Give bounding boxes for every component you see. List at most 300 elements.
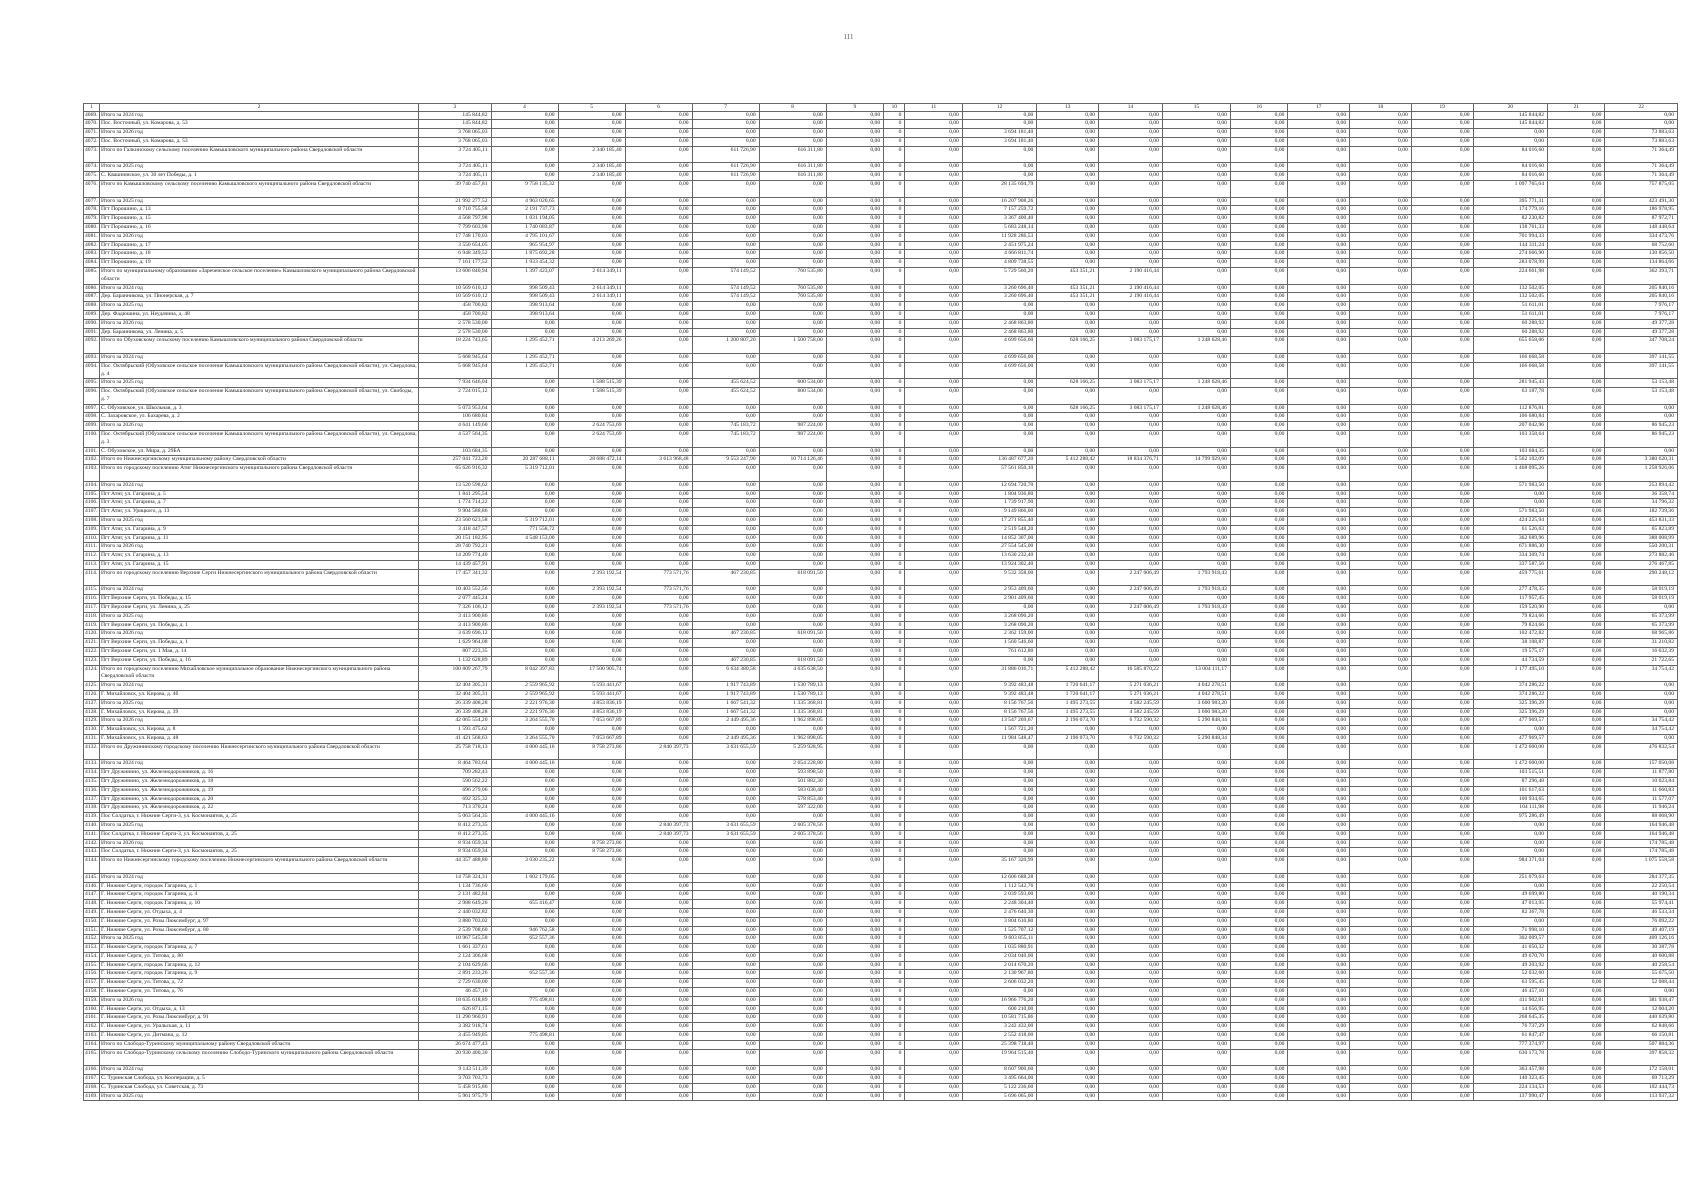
amount-cell: 0,00 [1350,1092,1412,1101]
amount-cell: 0,00 [826,1005,883,1014]
amount-cell: 42 065 554,20 [419,717,491,726]
address-cell: Г. Нижние Серги, ул. Титова, д. 76 [99,988,418,997]
amount-cell: 453 351,21 [1037,267,1099,284]
amount-cell: 0,00 [625,534,692,543]
amount-cell: 0,00 [1099,996,1163,1005]
amount-cell: 0,00 [1548,197,1605,206]
amount-cell: 2 196 073,70 [1037,734,1099,743]
amount-cell: 0,00 [1099,726,1163,735]
table-row [84,1083,1678,1092]
amount-cell: 4 809 738,55 [962,259,1036,268]
amount-cell: 13 004 111,17 [1162,665,1230,682]
amount-cell: 0,00 [558,900,625,909]
amount-cell: 453 351,21 [1037,293,1099,302]
amount-cell: 0,00 [1350,404,1412,413]
amount-cell: 0,00 [625,882,692,891]
amount-cell: 0,00 [1411,362,1473,379]
amount-cell: 0,00 [1548,908,1605,917]
amount-cell: 0,00 [1230,267,1287,284]
amount-cell: 0,00 [1037,944,1099,953]
amount-cell: 61 847,47 [1473,1032,1547,1041]
address-cell: Пгт Атиг, ул. Гагарина, д. 9 [99,525,418,534]
amount-cell: 0,00 [1288,1005,1350,1014]
amount-cell: 0,00 [962,848,1036,857]
amount-cell: 0,00 [1288,481,1350,490]
amount-cell: 628 166,25 [1037,404,1099,413]
amount-cell: 0,00 [1037,979,1099,988]
amount-cell: 47 013,95 [1473,900,1547,909]
amount-cell: 0,00 [1548,517,1605,526]
amount-cell: 1 560 546,60 [962,639,1036,648]
amount-cell: 0,00 [1162,120,1230,129]
amount-cell: 0,00 [1037,804,1099,813]
amount-cell: 0,00 [1099,328,1163,337]
amount-cell: 0,00 [1037,517,1099,526]
amount-cell: 0,00 [1037,447,1099,456]
amount-cell: 0,00 [1099,232,1163,241]
amount-cell: 0,00 [625,839,692,848]
amount-cell: 0,00 [759,310,826,319]
amount-cell: 0,00 [1230,595,1287,604]
amount-cell: 0,00 [1230,639,1287,648]
amount-cell: 0,00 [625,961,692,970]
table-row [84,456,1678,465]
amount-cell: 0,00 [905,656,962,665]
amount-cell: 0,00 [1162,873,1230,882]
table-row [84,769,1678,778]
amount-cell: 0,00 [692,1049,759,1066]
amount-cell: 0,00 [1288,1040,1350,1049]
amount-cell: 113 937,32 [1605,1092,1678,1101]
amount-cell: 0,00 [1411,813,1473,822]
amount-cell: 0,00 [625,302,692,311]
address-cell: Г. Михайловск, ул. Кирова, д. 48 [99,734,418,743]
amount-cell: 0,00 [491,648,558,657]
amount-cell: 34 754,42 [1605,726,1678,735]
amount-cell: 0,00 [558,517,625,526]
amount-cell: 0,00 [1288,206,1350,215]
amount-cell: 395 771,31 [1473,197,1547,206]
amount-cell: 0,00 [1411,232,1473,241]
amount-cell: 0 [884,1005,905,1014]
amount-cell: 84 016,60 [1473,146,1547,163]
amount-cell: 0,00 [1411,431,1473,448]
amount-cell: 0,00 [1099,499,1163,508]
amount-cell: 2 901 409,60 [962,595,1036,604]
amount-cell: 0,00 [1548,223,1605,232]
amount-cell: 0,00 [1605,682,1678,691]
amount-cell: 0,00 [558,404,625,413]
amount-cell: 2 891 233,26 [419,970,491,979]
amount-cell: 0,00 [759,215,826,224]
amount-cell: 0,00 [1288,241,1350,250]
amount-cell: 0,00 [625,481,692,490]
amount-cell: 0,00 [625,917,692,926]
amount-cell: 0,00 [1411,1005,1473,1014]
amount-cell: 0 [884,422,905,431]
amount-cell: 0,00 [1605,120,1678,129]
amount-cell: 0,00 [1411,284,1473,293]
address-cell: Итого по городскому поселению Михайловское муниципальное образование Нижнесергинского муниципального района Свердловской области [99,665,418,682]
amount-cell: 145 844,82 [1473,111,1547,120]
amount-cell: 0,00 [1037,961,1099,970]
amount-cell: 0,00 [1288,630,1350,639]
amount-cell: 0,00 [759,882,826,891]
amount-cell: 0,00 [692,180,759,197]
amount-cell: 0,00 [558,726,625,735]
amount-cell: 0,00 [558,481,625,490]
amount-cell: 100 809 267,79 [419,665,491,682]
amount-cell: 0,00 [1288,197,1350,206]
row-number-cell: 4092. [84,337,100,354]
amount-cell: 0,00 [905,337,962,354]
amount-cell: 253 894,42 [1605,481,1678,490]
address-cell: Итого за 2025 год [99,379,418,388]
amount-cell: 22 250,54 [1605,882,1678,891]
amount-cell: 0 [884,682,905,691]
amount-cell: 8 934 059,34 [419,848,491,857]
amount-cell: 157 050,08 [1605,760,1678,769]
amount-cell: 4 666 811,74 [962,250,1036,259]
amount-cell: 0,00 [1350,422,1412,431]
amount-cell: 0,00 [826,353,883,362]
amount-cell: 0 [884,630,905,639]
amount-cell: 0,00 [905,682,962,691]
address-cell: Г. Нижние Серги, ул. Дитмана, д. 12 [99,1032,418,1041]
amount-cell: 5 961 975,79 [419,1092,491,1101]
amount-cell: 0,00 [1162,795,1230,804]
amount-cell: 0,00 [1162,259,1230,268]
amount-cell: 39 740 457,81 [419,180,491,197]
address-cell: Пос. Восточный, ул. Комарова, д. 53 [99,120,418,129]
amount-cell: 5 290 848,34 [1162,734,1230,743]
amount-cell: 0,00 [1288,499,1350,508]
table-row [84,639,1678,648]
address-cell: Итого за 2024 год [99,682,418,691]
amount-cell: 0,00 [1548,146,1605,163]
amount-cell: 0,00 [1162,839,1230,848]
amount-cell: 2 104 629,66 [419,961,491,970]
amount-cell: 0,00 [558,1075,625,1084]
amount-cell: 0,00 [1350,699,1412,708]
amount-cell: 0,00 [905,232,962,241]
amount-cell: 1 177 495,10 [1473,665,1547,682]
row-number-cell: 4118. [84,612,100,621]
amount-cell: 2 190 416,44 [1099,267,1163,284]
amount-cell: 0,00 [1288,111,1350,120]
row-number-cell: 4085. [84,267,100,284]
amount-cell: 0,00 [1350,988,1412,997]
amount-cell: 2 606 032,20 [962,979,1036,988]
amount-cell: 0,00 [625,848,692,857]
amount-cell: 0 [884,490,905,499]
amount-cell: 205 840,16 [1605,284,1678,293]
amount-cell: 0,00 [1350,726,1412,735]
amount-cell: 0,00 [625,1083,692,1092]
amount-cell: 0,00 [1288,821,1350,830]
amount-cell: 0,00 [491,621,558,630]
amount-cell: 0,00 [625,206,692,215]
amount-cell: 9 553 247,90 [692,456,759,465]
amount-cell: 5 683 248,14 [962,223,1036,232]
amount-cell: 0,00 [1411,1023,1473,1032]
amount-cell: 0,00 [1099,1032,1163,1041]
amount-cell: 0,00 [1230,821,1287,830]
amount-cell: 0,00 [1548,891,1605,900]
amount-cell: 0,00 [1099,970,1163,979]
amount-cell: 5 122 236,60 [962,1083,1036,1092]
amount-cell: 0,00 [1162,146,1230,163]
address-cell: Дер. Баранникова, ул. Пионерская, д. 7 [99,293,418,302]
amount-cell: 0,00 [826,362,883,379]
amount-cell: 284 377,35 [1605,873,1678,882]
amount-cell: 1 132 628,89 [419,656,491,665]
amount-cell: 65 373,99 [1605,612,1678,621]
amount-cell: 1 112 542,76 [962,882,1036,891]
amount-cell: 0,00 [1548,569,1605,586]
amount-cell: 0,00 [1411,988,1473,997]
amount-cell: 0,00 [1350,935,1412,944]
amount-cell: 0,00 [1350,743,1412,760]
table-row [84,328,1678,337]
amount-cell: 0,00 [491,146,558,163]
table-row [84,111,1678,120]
amount-cell: 0,00 [1099,431,1163,448]
amount-cell: 0,00 [826,857,883,874]
amount-cell: 6 634 380,58 [692,665,759,682]
amount-cell: 0,00 [759,543,826,552]
amount-cell: 1 739 917,90 [962,499,1036,508]
row-number-cell: 4137. [84,795,100,804]
amount-cell: 0,00 [1548,917,1605,926]
amount-cell: 0,00 [1548,830,1605,839]
amount-cell: 467 230,85 [692,656,759,665]
amount-cell: 0,00 [1288,215,1350,224]
amount-cell: 611 726,90 [692,146,759,163]
amount-cell: 0,00 [1548,1083,1605,1092]
amount-cell: 0,00 [1605,708,1678,717]
amount-cell: 0,00 [905,708,962,717]
amount-cell: 0,00 [1162,612,1230,621]
row-number-cell: 4147. [84,891,100,900]
amount-cell: 0,00 [759,970,826,979]
amount-cell: 140 323,45 [1473,1075,1547,1084]
amount-cell: 0,00 [558,777,625,786]
amount-cell: 0,00 [1548,621,1605,630]
amount-cell: 0,00 [558,111,625,120]
amount-cell: 745 183,72 [692,422,759,431]
amount-cell: 1 472 600,00 [1473,760,1547,769]
amount-cell: 0,00 [558,917,625,926]
amount-cell: 4 042 278,51 [1162,682,1230,691]
table-row [84,917,1678,926]
table-row [84,900,1678,909]
amount-cell: 2 559 965,92 [491,682,558,691]
amount-cell: 58 019,19 [1605,595,1678,604]
amount-cell: 0,00 [1350,508,1412,517]
amount-cell: 0,00 [826,734,883,743]
amount-cell: 1 134 736,60 [419,882,491,891]
row-number-cell: 4109. [84,525,100,534]
amount-cell: 0,00 [1411,404,1473,413]
address-cell: Итого по Обуховскому сельскому поселению Камышловского муниципального района Свердловской области [99,337,418,354]
amount-cell: 0,00 [692,917,759,926]
table-row [84,197,1678,206]
amount-cell: 0,00 [1162,900,1230,909]
amount-cell: 6 732 590,32 [1099,734,1163,743]
amount-cell: 0,00 [905,699,962,708]
amount-cell: 0,00 [1411,900,1473,909]
amount-cell: 0,00 [692,232,759,241]
amount-cell: 0,00 [759,1040,826,1049]
amount-cell: 3 631 655,59 [692,821,759,830]
amount-cell: 0,00 [1230,795,1287,804]
amount-cell: 0,00 [1230,760,1287,769]
amount-cell: 0,00 [625,708,692,717]
amount-cell: 0,00 [1288,621,1350,630]
amount-cell: 0,00 [692,499,759,508]
amount-cell: 0,00 [625,1049,692,1066]
amount-cell: 0 [884,517,905,526]
amount-cell: 41 421 568,63 [419,734,491,743]
amount-cell: 2 840 397,73 [625,743,692,760]
amount-cell: 0,00 [759,259,826,268]
amount-cell: 0,00 [1411,1092,1473,1101]
table-row [84,760,1678,769]
amount-cell: 0 [884,882,905,891]
amount-cell: 0,00 [491,1075,558,1084]
address-cell: Пгт Порошино, д. 18 [99,250,418,259]
amount-cell: 0 [884,129,905,138]
amount-cell: 2 034 040,00 [962,952,1036,961]
table-row [84,944,1678,953]
amount-cell: 0,00 [625,120,692,129]
amount-cell: 0,00 [625,639,692,648]
amount-cell: 51 611,01 [1473,310,1547,319]
amount-cell: 571 983,50 [1473,481,1547,490]
amount-cell: 0 [884,1092,905,1101]
amount-cell: 0,00 [1230,908,1287,917]
amount-cell: 0,00 [759,302,826,311]
amount-cell: 0,00 [491,882,558,891]
amount-cell: 0,00 [826,935,883,944]
amount-cell: 0,00 [1037,630,1099,639]
amount-cell: 1 588 515,39 [558,388,625,405]
amount-cell: 0,00 [625,979,692,988]
amount-cell: 0,00 [1099,180,1163,197]
amount-cell: 0,00 [905,648,962,657]
amount-cell: 0,00 [826,1083,883,1092]
table-row [84,259,1678,268]
amount-cell: 0,00 [759,944,826,953]
address-cell: Г. Михайловск, ул. Кирова, д. 39 [99,708,418,717]
amount-cell: 760 535,80 [759,284,826,293]
amount-cell: 0,00 [1350,379,1412,388]
amount-cell: 0,00 [1288,302,1350,311]
amount-cell: 0,00 [1548,1023,1605,1032]
amount-cell: 0,00 [962,163,1036,172]
amount-cell: 0,00 [905,595,962,604]
amount-cell: 3 083 175,17 [1099,379,1163,388]
amount-cell: 0,00 [491,431,558,448]
amount-cell: 0,00 [558,630,625,639]
amount-cell: 0,00 [1230,988,1287,997]
amount-cell: 7 053 667,89 [558,717,625,726]
amount-cell: 0,00 [759,499,826,508]
amount-cell: 166 668,58 [1473,362,1547,379]
amount-cell: 2 449 495,36 [692,717,759,726]
amount-cell: 0,00 [826,777,883,786]
amount-cell: 2 130 967,80 [962,970,1036,979]
amount-cell: 3 600 983,20 [1162,699,1230,708]
amount-cell: 20 151 182,95 [419,534,491,543]
amount-cell: 0,00 [625,908,692,917]
amount-cell: 3 260 696,40 [962,293,1036,302]
amount-cell: 0,00 [1099,786,1163,795]
row-number-cell: 4131. [84,734,100,743]
amount-cell: 0,00 [1230,215,1287,224]
amount-cell: 0,00 [905,944,962,953]
amount-cell: 0,00 [905,639,962,648]
amount-cell: 0,00 [491,111,558,120]
amount-cell: 4 568 797,98 [419,215,491,224]
amount-cell: 0,00 [826,180,883,197]
amount-cell: 0,00 [759,891,826,900]
amount-cell: 3 550 654,05 [419,241,491,250]
amount-cell: 9 758 135,32 [491,180,558,197]
amount-cell: 0,00 [692,873,759,882]
amount-cell: 0,00 [1350,561,1412,570]
row-number-cell: 4099. [84,422,100,431]
amount-cell: 0,00 [1037,353,1099,362]
amount-cell: 0,00 [491,917,558,926]
amount-cell: 9 149 866,00 [962,508,1036,517]
amount-cell: 0,00 [692,726,759,735]
amount-cell: 0,00 [1288,839,1350,848]
amount-cell: 374 286,22 [1473,690,1547,699]
amount-cell: 334 309,74 [1473,552,1547,561]
amount-cell: 0,00 [1350,917,1412,926]
amount-cell: 0,00 [1162,293,1230,302]
amount-cell: 0 [884,456,905,465]
amount-cell: 1 295 452,71 [491,353,558,362]
amount-cell: 26 674 477,43 [419,1040,491,1049]
amount-cell: 0,00 [1099,621,1163,630]
amount-cell: 0,00 [962,388,1036,405]
amount-cell: 0,00 [1230,310,1287,319]
amount-cell: 84 016,60 [1473,163,1547,172]
amount-cell: 0,00 [1548,648,1605,657]
amount-cell: 0,00 [1099,891,1163,900]
amount-cell: 701 994,33 [1473,232,1547,241]
amount-cell: 0,00 [826,337,883,354]
amount-cell: 0,00 [1288,310,1350,319]
amount-cell: 0,00 [1350,137,1412,146]
amount-cell: 0,00 [625,163,692,172]
amount-cell: 2 988 649,26 [419,900,491,909]
address-cell: Г. Нижние Серги, городок Гагарина, д. 9 [99,970,418,979]
amount-cell: 578 853,40 [759,795,826,804]
amount-cell: 0,00 [826,1092,883,1101]
amount-cell: 3 083 175,17 [1099,337,1163,354]
row-number-cell: 4112. [84,552,100,561]
amount-cell: 0,00 [1099,777,1163,786]
amount-cell: 0,00 [1411,1049,1473,1066]
amount-cell: 0,00 [625,413,692,422]
amount-cell: 0,00 [558,979,625,988]
amount-cell: 0,00 [1350,180,1412,197]
row-number-cell: 4103. [84,465,100,482]
